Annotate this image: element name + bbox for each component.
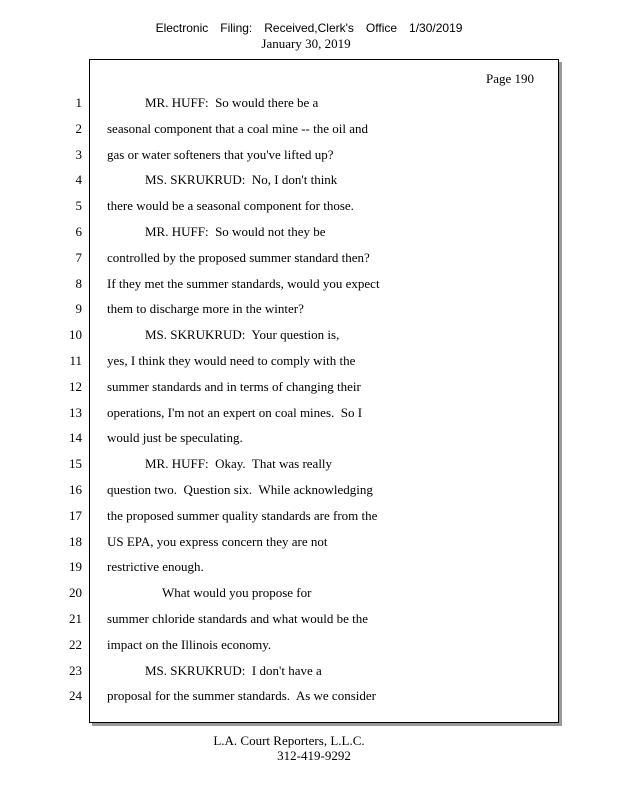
line-text: MS. SKRUKRUD: No, I don't think — [145, 172, 338, 188]
transcript-line — [0, 95, 600, 111]
transcript-line — [0, 508, 600, 524]
line-number: 14 — [69, 430, 82, 446]
transcript-line — [0, 224, 600, 240]
line-text: MS. SKRUKRUD: I don't have a — [145, 662, 322, 678]
page-number: Page 190 — [486, 71, 535, 86]
filing-stamp — [0, 21, 618, 35]
line-text: MR. HUFF: Okay. That was really — [145, 456, 333, 472]
filing-stamp-part: Office — [365, 21, 398, 35]
line-text: summer chloride standards and what would be the — [107, 611, 369, 626]
line-text: MS. SKRUKRUD: Your question is, — [145, 327, 340, 343]
line-number: 22 — [69, 636, 82, 652]
transcript-line — [0, 405, 600, 421]
transcript-line — [0, 559, 600, 575]
filing-stamp-part: 1/30/2019 — [409, 21, 463, 35]
transcript-line — [0, 585, 600, 601]
line-number: 20 — [69, 585, 82, 601]
transcript-line — [0, 172, 600, 188]
line-number: 7 — [75, 249, 82, 265]
transcript-line — [0, 198, 600, 214]
line-text: gas or water softeners that you've lifted up? — [107, 146, 334, 162]
line-number: 19 — [69, 559, 82, 575]
line-text: the proposed summer quality standards are from the — [107, 507, 378, 523]
transcript-line — [0, 663, 600, 679]
line-text: MR. HUFF: So would not they be — [145, 224, 326, 239]
line-text: If they met the summer standards, would you expect — [107, 275, 380, 291]
line-text: question two. Question six. While acknowledging — [107, 482, 373, 497]
line-number: 1 — [75, 95, 82, 110]
line-number: 5 — [75, 198, 82, 214]
transcript-line — [0, 482, 600, 498]
reporter-company: L.A. Court Reporters, L.L.C. — [213, 733, 365, 748]
transcript-line — [0, 637, 600, 653]
line-number: 16 — [69, 482, 82, 497]
transcript-line — [0, 353, 600, 369]
line-number: 17 — [69, 507, 82, 523]
line-text: controlled by the proposed summer standard then? — [107, 249, 370, 265]
line-text: summer standards and in terms of changing their — [107, 378, 361, 394]
transcript-line — [0, 534, 600, 550]
line-text: seasonal component that a coal mine -- the oil and — [107, 120, 368, 136]
line-number: 11 — [69, 353, 82, 368]
line-text: operations, I'm not an expert on coal mines. So I — [107, 404, 363, 420]
transcript-line — [0, 301, 600, 317]
line-number: 8 — [75, 275, 82, 291]
line-number: 23 — [69, 662, 82, 678]
reporter-phone: 312-419-9292 — [277, 748, 351, 763]
line-number: 10 — [69, 327, 82, 343]
line-number: 4 — [75, 172, 82, 188]
line-text: MR. HUFF: So would there be a — [145, 95, 319, 110]
line-number: 15 — [69, 456, 82, 472]
line-text: them to discharge more in the winter? — [107, 301, 304, 317]
line-text: proposal for the summer standards. As we consider — [107, 688, 376, 704]
transcript-line — [0, 250, 600, 266]
transcript-line — [0, 379, 600, 395]
line-number: 12 — [69, 378, 82, 394]
line-text: there would be a seasonal component for those. — [107, 198, 354, 214]
transcript-line — [0, 327, 600, 343]
line-text: yes, I think they would need to comply with the — [107, 353, 356, 368]
transcript-date: January 30, 2019 — [261, 36, 351, 51]
filing-stamp-part: Electronic — [155, 21, 209, 35]
transcript-line — [0, 611, 600, 627]
transcript-line — [0, 456, 600, 472]
line-number: 18 — [69, 533, 82, 549]
transcript-line — [0, 688, 600, 704]
transcript-line — [0, 276, 600, 292]
line-number: 3 — [75, 146, 82, 162]
line-number: 24 — [69, 688, 82, 704]
line-number: 21 — [69, 611, 82, 626]
line-text: US EPA, you express concern they are not — [107, 533, 328, 549]
line-text: impact on the Illinois economy. — [107, 636, 272, 652]
line-number: 6 — [75, 224, 82, 239]
transcript-line — [0, 147, 600, 163]
line-text: would just be speculating. — [107, 430, 243, 446]
transcript-line — [0, 121, 600, 137]
line-number: 9 — [75, 301, 82, 317]
line-text: What would you propose for — [162, 585, 312, 601]
filing-stamp-part: Filing: — [220, 21, 253, 35]
line-number: 13 — [69, 404, 82, 420]
line-number: 2 — [75, 120, 82, 136]
transcript-line — [0, 430, 600, 446]
line-text: restrictive enough. — [107, 559, 204, 575]
filing-stamp-part: Received,Clerk's — [264, 21, 354, 35]
